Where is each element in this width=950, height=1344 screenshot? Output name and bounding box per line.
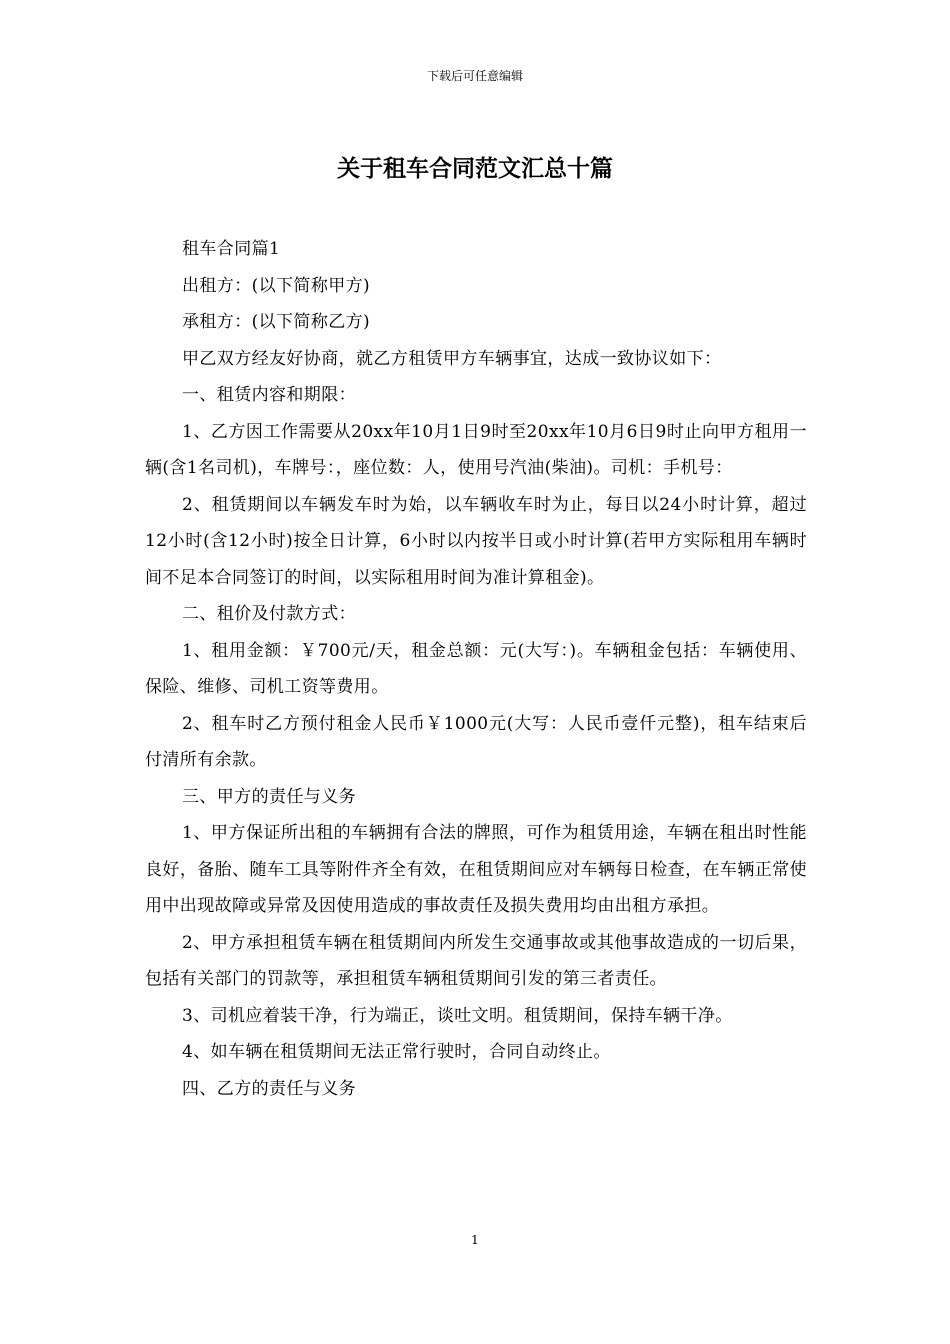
paragraph: 1、甲方保证所出租的车辆拥有合法的牌照，可作为租赁用途，车辆在租出时性能良好，备胎、随车工具等附件齐全有效，在租赁期间应对车辆每日检查，在车辆正常使用中出现故障或异常及因使用造成的事故责任及损失费用均由出租方承担。 — [145, 823, 807, 916]
paragraph: 甲乙双方经友好协商，就乙方租赁甲方车辆事宜，达成一致协议如下： — [182, 348, 722, 369]
paragraph: 2、租赁期间以车辆发车时为始，以车辆收车时为止，每日以24小时计算，超过12小时(含12小时)按全日计算，6小时以内按半日或小时计算(若甲方实际租用车辆时间不足本合同签订的时间，以实际租用时间为准计算租金)。 — [145, 494, 807, 588]
paragraph: 2、租车时乙方预付租金人民币￥1000元(大写：人民币壹仟元整)，租车结束后付清所有余款。 — [145, 713, 807, 770]
paragraph: 1、乙方因工作需要从20xx年10月1日9时至20xx年10月6日9时止向甲方租用一辆(含1名司机)，车牌号：，座位数：人，使用号汽油(柴油)。司机：手机号： — [145, 421, 807, 478]
document-title: 关于租车合同范文汇总十篇 — [337, 155, 613, 182]
paragraph: 1、租用金额：￥700元/天，租金总额：元(大写：)。车辆租金包括：车辆使用、保险、维修、司机工资等费用。 — [145, 640, 807, 697]
paragraph: 2、甲方承担租赁车辆在租赁期间内所发生交通事故或其他事故造成的一切后果，包括有关部门的罚款等，承担租赁车辆租赁期间引发的第三者责任。 — [145, 932, 807, 989]
document-body — [145, 231, 807, 1107]
section-heading: 二、租价及付款方式： — [182, 604, 356, 624]
paragraph: 出租方：(以下简称甲方) — [182, 275, 371, 296]
section-heading: 一、租赁内容和期限： — [182, 385, 356, 405]
page-number: 1 — [471, 1233, 479, 1247]
paragraph: 3、司机应着装干净，行为端正，谈吐文明。租赁期间，保持车辆干净。 — [182, 1005, 733, 1026]
paragraph: 承租方：(以下简称乙方) — [182, 312, 371, 332]
section-heading: 四、乙方的责任与义务 — [182, 1078, 356, 1099]
section-heading: 三、甲方的责任与义务 — [182, 786, 356, 807]
paragraph: 租车合同篇1 — [182, 239, 281, 259]
paragraph: 4、如车辆在租赁期间无法正常行驶时，合同自动终止。 — [182, 1042, 611, 1062]
header-note: 下载后可任意编辑 — [426, 69, 523, 83]
